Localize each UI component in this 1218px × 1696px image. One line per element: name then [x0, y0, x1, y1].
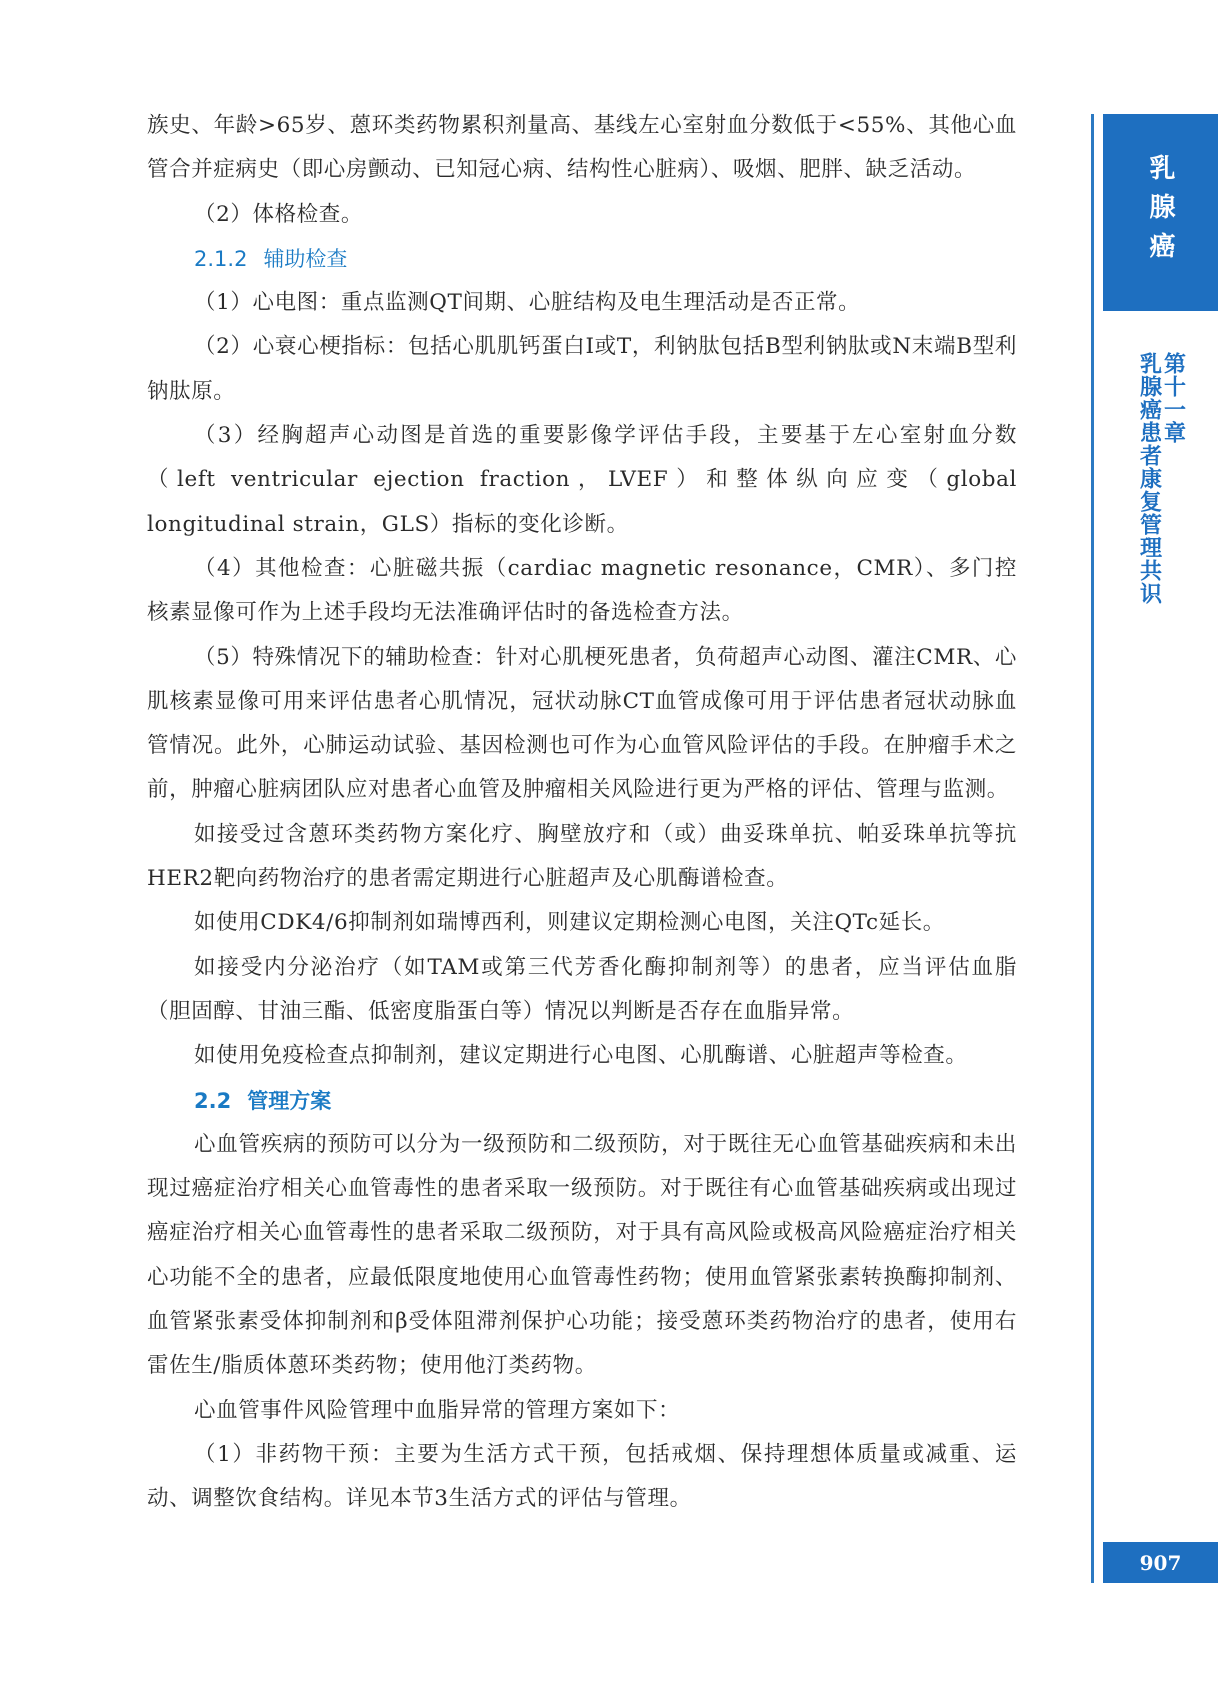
paragraph-risk-factors-continuation: 族史、年龄>65岁、蒽环类药物累积剂量高、基线左心室射血分数低于<55%、其他心血管合并症病史（即心房颤动、已知冠心病、结构性心脏病）、吸烟、肥胖、缺乏活动。	[147, 113, 1017, 183]
paragraph-ecg: （1）心电图：重点监测QT间期、心脏结构及电生理活动是否正常。	[194, 290, 861, 316]
heading-number: 2.1.2	[194, 246, 248, 271]
heading-title: 辅助检查	[263, 246, 348, 271]
paragraph-non-drug-intervention: （1）非药物干预：主要为生活方式干预，包括戒烟、保持理想体质量或减重、运动、调整饮食结构。详见本节3生活方式的评估与管理。	[147, 1441, 1017, 1512]
paragraph-prevention: 心血管疾病的预防可以分为一级预防和二级预防，对于既往无心血管基础疾病和未出现过癌症治疗相关心血管毒性的患者采取一级预防。对于既往有心血管基础疾病或出现过癌症治疗相关心血管毒性的患者采取二级预防，对于具有高风险或极高风险癌症治疗相关心功能不全的患者，应最低限度地使用心血管毒性药物；使用血管紧张素转换酶抑制剂、血管紧张素受体抑制剂和β受体阻滞剂保护心功能；接受蒽环类药物治疗的患者，使用右雷佐生/脂质体蒽环类药物；使用他汀类药物。	[147, 1131, 1017, 1379]
chapter-vertical-text	[1137, 352, 1185, 722]
sidebar-tab	[1103, 114, 1218, 311]
heading-2-1-2	[147, 237, 1017, 281]
paragraph-cdk46: 如使用CDK4/6抑制剂如瑞博西利，则建议定期检测心电图，关注QTc延长。	[194, 910, 945, 936]
heading-title: 管理方案	[247, 1088, 332, 1113]
paragraph-physical-exam: （2）体格检查。	[194, 201, 363, 227]
paragraph-echocardiography: （3）经胸超声心动图是首选的重要影像学评估手段，主要基于左心室射血分数（left ventricular ejection fraction，LVEF）和整体纵向应变（global longitudinal strain，GLS）指标的变化诊断。	[147, 423, 1017, 537]
chapter-label	[1103, 352, 1218, 722]
paragraph-anthracycline: 如接受过含蒽环类药物方案化疗、胸壁放疗和（或）曲妥珠单抗、帕妥珠单抗等抗HER2靶向药物治疗的患者需定期进行心脏超声及心肌酶谱检查。	[147, 821, 1017, 892]
sidebar-rule	[1091, 114, 1094, 1583]
sidebar-tab-label: 乳腺癌	[1145, 154, 1175, 271]
page-number: 907	[1139, 1550, 1182, 1575]
page-body	[147, 104, 1017, 1522]
chapter-number: 第十一章	[1160, 352, 1186, 444]
heading-number: 2.2	[194, 1088, 232, 1113]
heading-2-2	[147, 1079, 1017, 1123]
paragraph-heart-failure-markers: （2）心衰心梗指标：包括心肌肌钙蛋白I或T，利钠肽包括B型利钠肽或N末端B型利钠肽原。	[147, 334, 1017, 404]
paragraph-other-exams: （4）其他检查：心脏磁共振（cardiac magnetic resonance，CMR）、多门控核素显像可作为上述手段均无法准确评估时的备选检查方法。	[147, 555, 1017, 626]
paragraph-endocrine: 如接受内分泌治疗（如TAM或第三代芳香化酶抑制剂等）的患者，应当评估血脂（胆固醇、甘油三酯、低密度脂蛋白等）情况以判断是否存在血脂异常。	[147, 954, 1017, 1024]
paragraph-immune-checkpoint: 如使用免疫检查点抑制剂，建议定期进行心电图、心肌酶谱、心脏超声等检查。	[194, 1043, 968, 1069]
paragraph-lipid-intro: 心血管事件风险管理中血脂异常的管理方案如下：	[194, 1397, 681, 1423]
paragraph-special-exams: （5）特殊情况下的辅助检查：针对心肌梗死患者，负荷超声心动图、灌注CMR、心肌核素显像可用来评估患者心肌情况，冠状动脉CT血管成像可用于评估患者冠状动脉血管情况。此外，心肺运动试验、基因检测也可作为心血管风险评估的手段。在肿瘤手术之前，肿瘤心脏病团队应对患者心血管及肿瘤相关风险进行更为严格的评估、管理与监测。	[147, 644, 1017, 803]
page-number-box	[1103, 1542, 1218, 1583]
chapter-title: 乳腺癌患者康复管理共识	[1136, 352, 1162, 605]
